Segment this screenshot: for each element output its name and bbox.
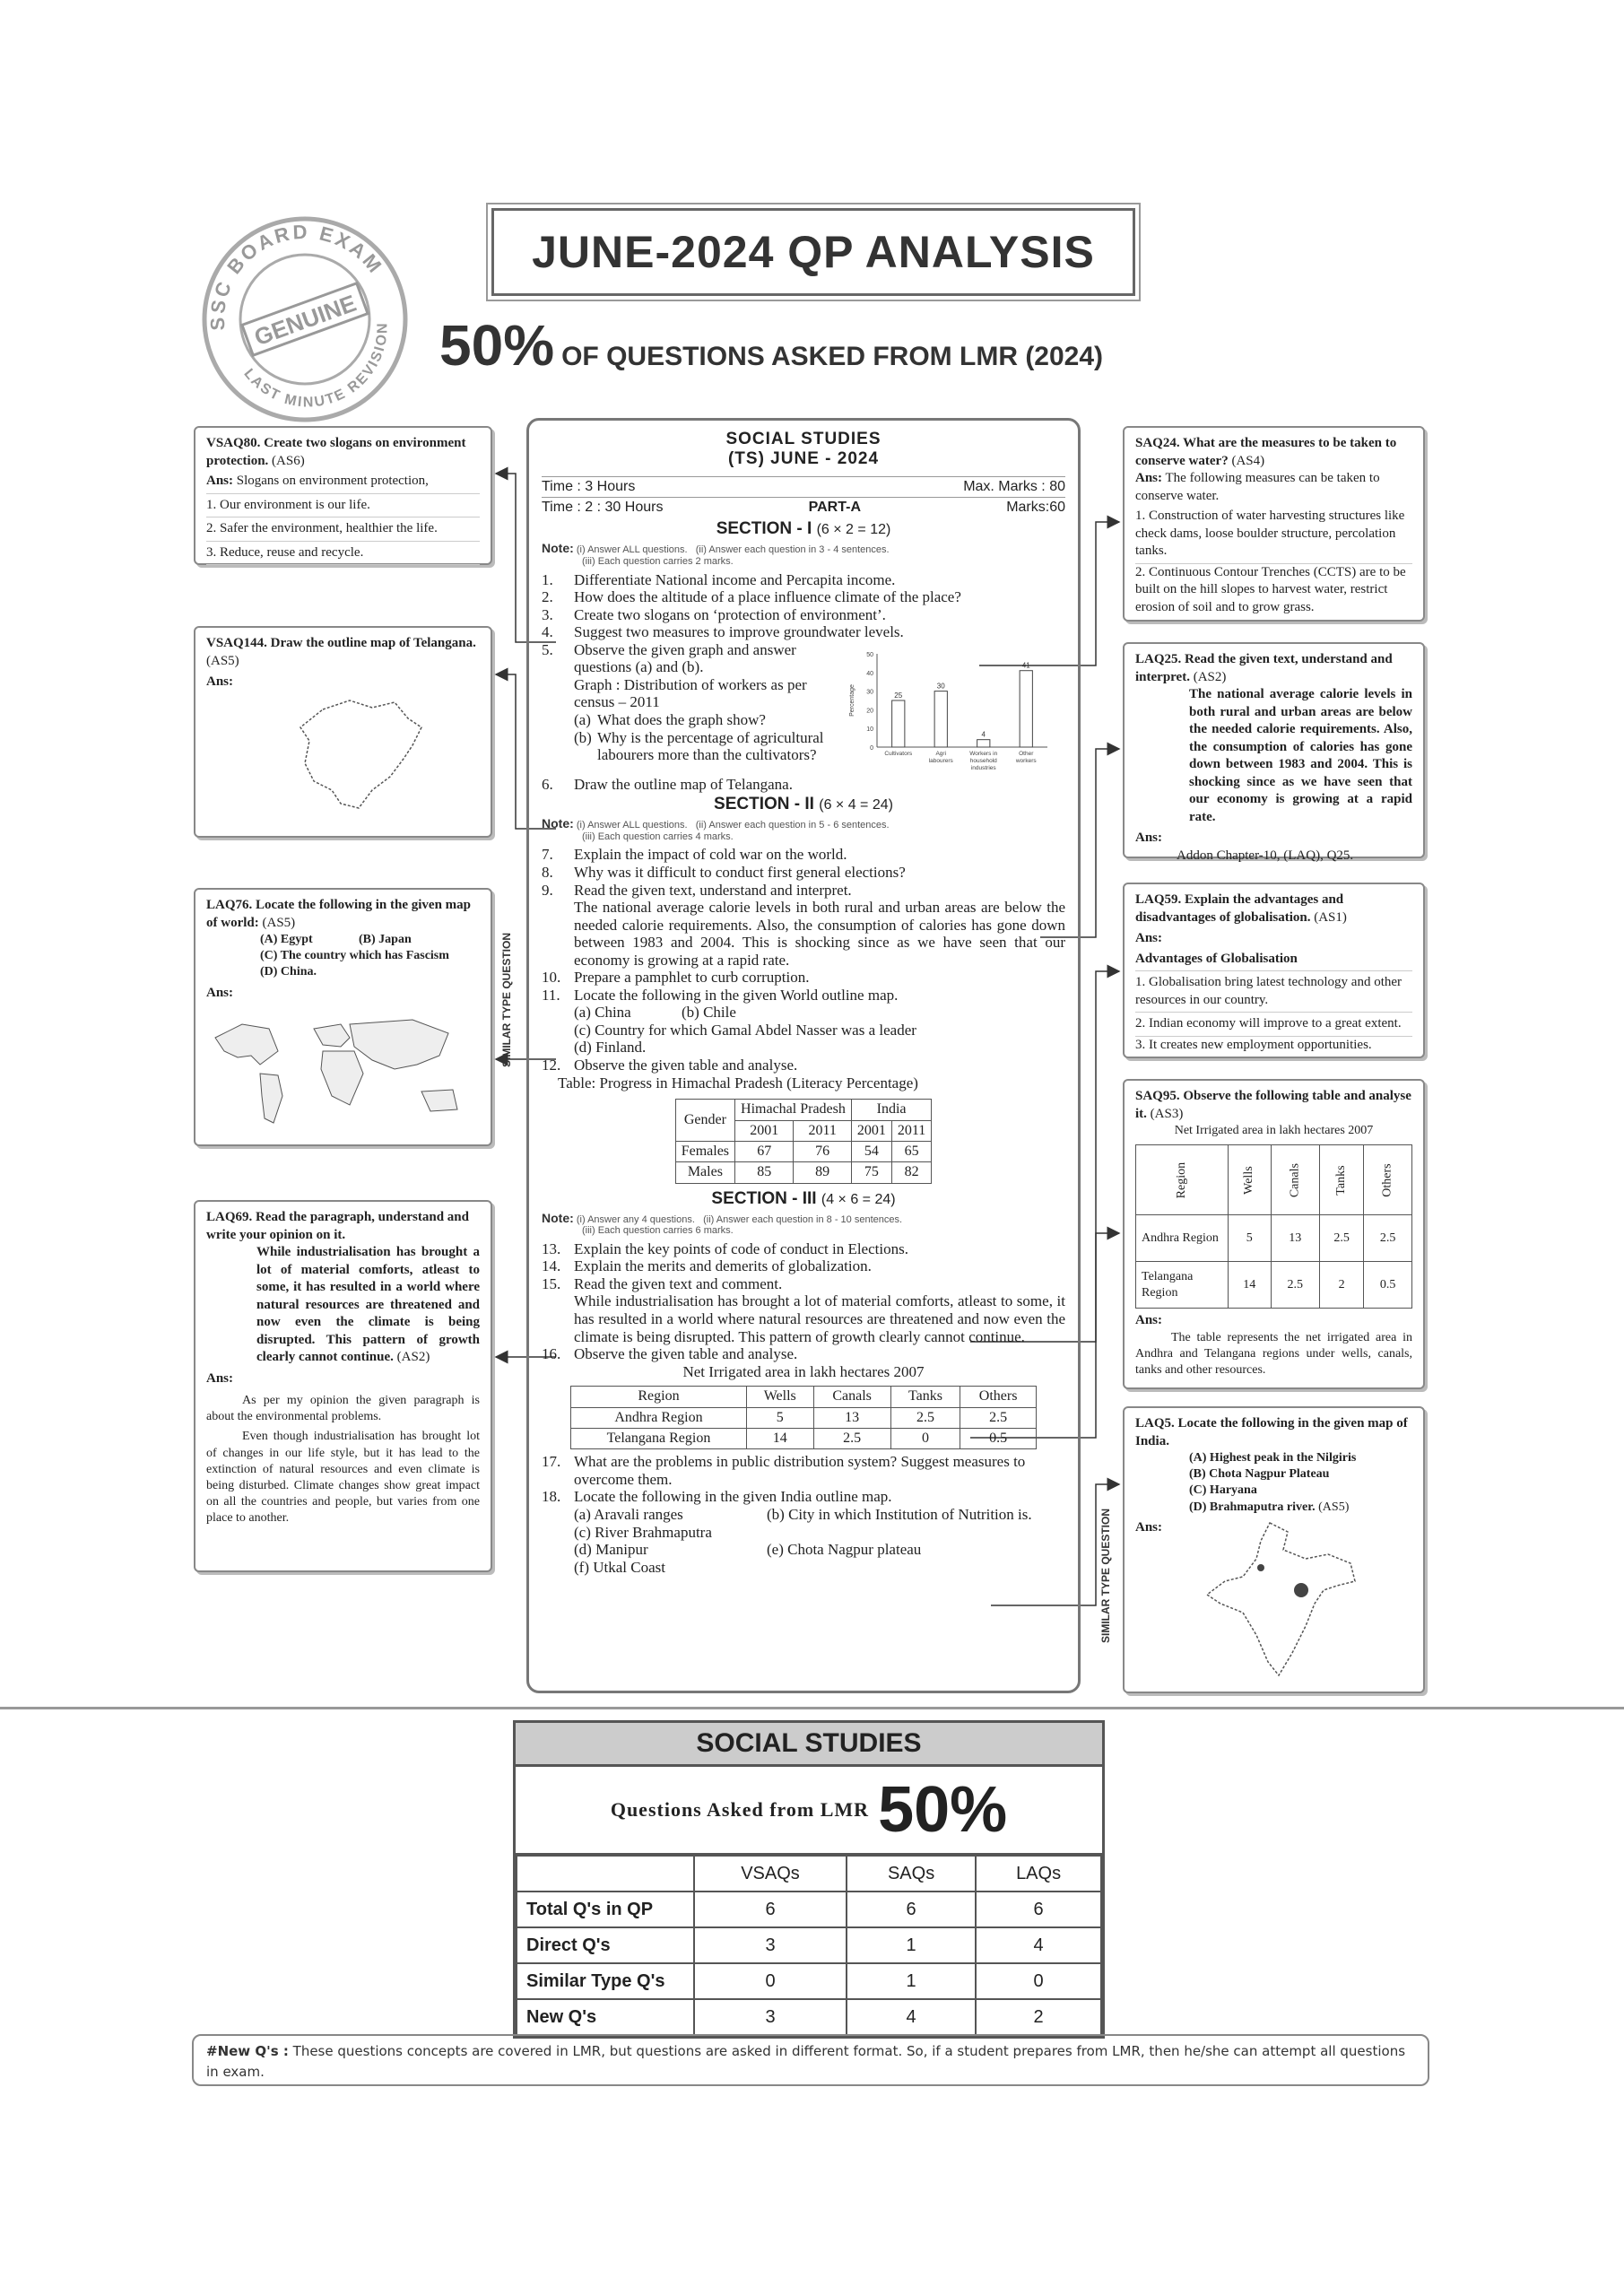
chart-category-label: Agri [935, 750, 947, 757]
summary-table [513, 1720, 1105, 2039]
question: 5. Observe the given graph and answer questions (a) and (b). [542, 640, 796, 676]
passage: The national average calorie levels in both rural and urban areas are below the needed calorie requirements. Also, the consumption of calories has gone down between 1983 and 2004. This is shocking since as we have seen that our economy is growing at a rapid rate. [574, 899, 1065, 969]
laq76-question: LAQ76. Locate the following in the given map of world: (AS5) [206, 898, 471, 930]
sub-question: (a) China (b) Chile [574, 1004, 736, 1022]
chart-data-label: 25 [894, 691, 903, 700]
chart-tick-label: 40 [866, 670, 873, 677]
summary-label: Questions Asked from LMR [610, 1798, 870, 1821]
box-saq95 [1123, 1079, 1425, 1389]
paper-title: SOCIAL STUDIES [725, 430, 881, 448]
laq59-heading: Advantages of Globalisation [1135, 948, 1412, 972]
box-laq25 [1123, 642, 1425, 863]
vsaq80-ans-intro: Slogans on environment protection, [236, 474, 429, 488]
question-paper [526, 418, 1081, 1693]
passage: While industrialisation has brought a lot of material comforts, atleast to some, it has resulted in a world where natural resources are threatened and now even the climate is being disrupted. This pattern of growth clearly cannot continue. [574, 1292, 1065, 1345]
laq59-question: LAQ59. Explain the advantages and disadvantages of globalisation. (AS1) [1135, 892, 1347, 925]
box-laq59 [1123, 883, 1425, 1058]
laq59-ans-label: Ans: [1135, 931, 1163, 945]
question: 3. Create two slogans on ‘protection of environment’. [542, 605, 886, 623]
footnote [192, 2034, 1429, 2086]
box-vsaq144 [194, 626, 492, 838]
chart-category-label: Workers in [969, 750, 998, 757]
table-header: Region [1174, 1161, 1188, 1198]
laq76-item: (C) The country which has Fascism [260, 949, 449, 963]
laq25-answer: Addon Chapter-10, (LAQ), Q25. [1177, 848, 1354, 863]
vsaq80-question: VSAQ80. Create two slogans on environment protection. (AS6) [206, 436, 466, 468]
world-map-icon [206, 1002, 475, 1136]
laq69-answer: As per my opinion the given paragraph is about the environmental problems. [206, 1394, 480, 1424]
similar-type-label-left: SIMILAR TYPE QUESTION [500, 932, 513, 1067]
footnote-text: These questions concepts are covered in LMR, but questions are asked in different format. So, if a student prepares from LMR, then he/she can attempt all questions in exam. [206, 2043, 1406, 2080]
chart-y-label: Percentage [849, 683, 855, 717]
chart-bar [977, 739, 990, 746]
time-label: Time : 3 Hours [542, 478, 636, 494]
chart-tick-label: 30 [866, 689, 873, 696]
laq5-item: (D) Brahmaputra river. (AS5) [1189, 1500, 1350, 1514]
genuine-stamp [199, 213, 411, 425]
vsaq80-ans-label: Ans: [206, 474, 234, 488]
laq25-question: LAQ25. Read the given text, understand and interpret. (AS2) [1135, 652, 1393, 684]
page-title: JUNE-2024 QP ANALYSIS [532, 227, 1095, 277]
stamp-top-text: SSC BOARD EXAM [205, 220, 388, 331]
saq24-question: SAQ24. What are the measures to be taken to conserve water? (AS4) [1135, 436, 1397, 468]
part-label: PART-A [808, 500, 862, 516]
vsaq80-item: 2. Safer the environment, healthier the life. [206, 517, 480, 542]
laq59-item: 1. Globalisation bring latest technology and other resources in our country. [1135, 971, 1412, 1013]
question: 12. Observe the given table and analyse. [542, 1057, 798, 1074]
table-row: New Q's 3 4 2 [517, 1999, 1101, 2035]
question: 15. Read the given text and comment. [542, 1274, 783, 1292]
irrigation-table: Region Wells Canals Tanks Others Andhra Region 5 13 2.5 2.5 Telangana Region 14 2.5 0 0.5 [570, 1386, 1037, 1449]
table-header: Tanks [1334, 1165, 1349, 1196]
graph-caption: Graph : Distribution of workers as per census – 2011 [574, 675, 807, 711]
sub-question: (d) Finland. [574, 1039, 647, 1057]
table-row: Similar Type Q's 0 1 0 [517, 1963, 1101, 1999]
question: 18. Locate the following in the given India outline map. [542, 1488, 892, 1506]
box-vsaq80 [194, 426, 492, 565]
subtitle [439, 312, 1103, 378]
stamp-bottom-text: LAST MINUTE REVISION [240, 321, 391, 411]
vsaq80-item: 3. Reduce, reuse and recycle. [206, 542, 480, 566]
chart-tick-label: 0 [870, 744, 873, 752]
sub-question: (c) Country for which Gamal Abdel Nasser was a leader [574, 1021, 916, 1039]
vsaq144-question: VSAQ144. Draw the outline map of Telangana. (AS5) [206, 636, 476, 668]
time-label: Time : 2 : 30 Hours [542, 500, 664, 516]
table-row: Andhra Region 5 13 2.5 2.5 [571, 1407, 1037, 1428]
laq69-question: LAQ69. Read the paragraph, understand and write your opinion on it. [206, 1210, 469, 1242]
chart-category-label: Other [1019, 750, 1034, 757]
chart-data-label: 4 [981, 730, 986, 739]
laq76-item: (D) China. [260, 965, 317, 979]
table-row: Direct Q's 3 1 4 [517, 1927, 1101, 1963]
max-marks: Max. Marks : 80 [963, 478, 1065, 494]
table-header: Canals [1288, 1162, 1302, 1197]
laq5-item: (C) Haryana [1189, 1483, 1257, 1498]
chart-category-label: labourers [928, 757, 953, 764]
laq59-item: 2. Indian economy will improve to a great extent. [1135, 1013, 1412, 1037]
summary-title: SOCIAL STUDIES [516, 1723, 1102, 1767]
table-row: Telangana Region 14 2.5 2 0.5 [1136, 1262, 1412, 1309]
india-map-icon [1171, 1518, 1386, 1689]
chart-bar [1020, 671, 1032, 747]
question: 1. Differentiate National income and Percapita income. [542, 570, 896, 588]
section-heading: SECTION - II (6 × 4 = 24) [714, 795, 893, 814]
laq69-ans-label: Ans: [206, 1370, 234, 1386]
question: 10. Prepare a pamphlet to curb corruption. [542, 969, 810, 987]
saq95-answer: The table represents the net irrigated area in Andhra and Telangana regions under wells, canals, tanks and other resources. [1135, 1330, 1412, 1378]
divider [0, 1707, 1624, 1709]
sub-question: (f) Utkal Coast [574, 1558, 665, 1576]
saq24-ans-intro: The following measures can be taken to conserve water. [1135, 471, 1380, 503]
laq69-paragraph: While industrialisation has brought a lot of material comforts, atleast to some, it has resulted in a world where natural resources are threatened and now even the climate is being disrupted. This pattern of growth clearly cannot continue. (AS2) [256, 1245, 480, 1364]
laq5-item: (B) Chota Nagpur Plateau [1189, 1467, 1330, 1482]
chart-tick-label: 50 [866, 651, 873, 658]
laq76-ans-label: Ans: [206, 985, 234, 1000]
laq59-item: 3. It creates new employment opportunities. [1135, 1037, 1372, 1052]
table-row: Total Q's in QP 6 6 6 [517, 1892, 1101, 1927]
sub-question-row: (c) River Brahmaputra [574, 1523, 712, 1541]
chart-category-label: Cultivators [884, 750, 913, 757]
literacy-table: Gender Himachal Pradesh India 2001 2011 2001 2011 Females 67 76 54 65 Males 85 89 75 82 [675, 1099, 933, 1184]
question: 8. Why was it difficult to conduct first general elections? [542, 864, 906, 881]
subtitle-text: OF QUESTIONS ASKED FROM LMR (2024) [561, 342, 1104, 371]
box-laq5 [1123, 1406, 1425, 1693]
question: 6. Draw the outline map of Telangana. [542, 775, 793, 793]
laq25-ans-label: Ans: [1135, 831, 1163, 845]
chart-category-label: industries [970, 764, 996, 771]
table-caption: Net Irrigated area in lakh hectares 2007 [682, 1362, 925, 1380]
sub-question-row: (a) Aravali ranges (b) City in which Institution of Nutrition is. [574, 1505, 1032, 1523]
question: 2. How does the altitude of a place influence climate of the place? [542, 588, 961, 606]
laq76-item: (A) Egypt [260, 933, 313, 946]
table-header: Others [1380, 1163, 1394, 1197]
table-row: Andhra Region 5 13 2.5 2.5 [1136, 1215, 1412, 1262]
chart-category-label: workers [1015, 757, 1037, 764]
question: 16. Observe the given table and analyse. [542, 1345, 798, 1363]
summary-percent: 50% [878, 1774, 1008, 1846]
table-header-row: VSAQs SAQs LAQs [517, 1856, 1101, 1892]
laq76-item: (B) Japan [359, 933, 412, 946]
table-header: Wells [1242, 1165, 1256, 1195]
laq5-question: LAQ5. Locate the following in the given map of India. [1135, 1416, 1408, 1448]
footnote-label: #New Q's : [206, 2043, 289, 2059]
question: 4. Suggest two measures to improve groundwater levels. [542, 623, 904, 641]
table-row: Males 85 89 75 82 [675, 1162, 932, 1183]
question: 17. What are the problems in public distribution system? Suggest measures to overcome them. [542, 1453, 1026, 1488]
laq69-answer: Even though industrialisation has brought lot of changes in our life style, but it has lead to the extinction of natural resources and even climate is being disturbed. Climate changes show great impact on all the countries and people, but varies from one place to another. [206, 1430, 480, 1526]
question: 14. Explain the merits and demerits of globalization. [542, 1257, 872, 1275]
question: 7. Explain the impact of cold war on the world. [542, 846, 847, 864]
marks-label: Marks:60 [1006, 500, 1065, 516]
chart-category-label: household [969, 757, 997, 764]
laq5-item: (A) Highest peak in the Nilgiris [1189, 1451, 1357, 1465]
section-heading: SECTION - III (4 × 6 = 24) [711, 1188, 896, 1208]
subtitle-percent: 50% [439, 313, 555, 378]
saq24-item: 1. Construction of water harvesting structures like check dams, loose boulder structure, percolation tanks. [1135, 505, 1412, 564]
saq95-ans-label: Ans: [1135, 1313, 1163, 1328]
question: 11. Locate the following in the given World outline map. [542, 986, 899, 1004]
saq95-caption: Net Irrigated area in lakh hectares 2007 [1174, 1124, 1374, 1137]
chart-tick-label: 10 [866, 726, 873, 733]
saq95-question: SAQ95. Observe the following table and analyse it. (AS3) [1135, 1089, 1411, 1121]
similar-type-label-right: SIMILAR TYPE QUESTION [1099, 1508, 1112, 1643]
saq95-table [1135, 1144, 1412, 1309]
section-note: Note: (i) Answer ALL questions. (ii) Answer each question in 3 - 4 sentences. (iii) Each question carries 2 marks. [542, 541, 890, 567]
table-row: Females 67 76 54 65 [675, 1141, 932, 1161]
sub-question: (a) What does the graph show? [574, 710, 766, 728]
laq5-ans-label: Ans: [1135, 1519, 1163, 1535]
section-heading: SECTION - I (6 × 2 = 12) [716, 519, 891, 539]
box-laq76 [194, 888, 492, 1146]
section-note: Note: (i) Answer any 4 questions. (ii) Answer each question in 8 - 10 sentences. (iii) Each question carries 6 marks. [542, 1210, 903, 1237]
stamp-genuine-text: GENUINE [250, 289, 360, 352]
chart-bar [934, 691, 947, 746]
title-box [491, 208, 1135, 296]
saq24-item: 2. Continuous Contour Trenches (CCTS) are to be built on the hill slopes to harvest water, restrict erosion of soil and to grow grass. [1135, 564, 1406, 614]
vsaq144-ans-label: Ans: [206, 674, 234, 689]
workers-bar-chart [847, 641, 1053, 776]
telangana-map-icon [287, 691, 430, 817]
table-caption: Table: Progress in Himachal Pradesh (Literacy Percentage) [558, 1074, 918, 1091]
chart-data-label: 41 [1021, 661, 1030, 670]
paper-subtitle: (TS) JUNE - 2024 [727, 448, 880, 468]
chart-tick-label: 20 [866, 708, 873, 715]
table-row: Telangana Region 14 2.5 0 0.5 [571, 1428, 1037, 1448]
question: 9. Read the given text, understand and interpret. [542, 881, 852, 899]
chart-bar [892, 700, 905, 747]
chart-data-label: 30 [936, 682, 945, 691]
box-laq69 [194, 1200, 492, 1572]
box-saq24: SAQ24. What are the measures to be taken to conserve water? (AS4) Ans: The following measures can be taken to conserve water. 1. Construction of water harvesting structures like check dams, loose boulder structure, percolation tanks. 2. Continuous Contour Trenches (CCTS) are to be built on the hill slopes to harvest water, restrict erosion of soil and to grow grass. [1123, 426, 1425, 622]
section-note: Note: (i) Answer ALL questions. (ii) Answer each question in 5 - 6 sentences. (iii) Each question carries 4 marks. [542, 816, 890, 842]
sub-question-row: (d) Manipur (e) Chota Nagpur plateau [574, 1541, 922, 1559]
laq25-paragraph: The national average calorie levels in both rural and urban areas are below the needed calorie requirements. Also, the consumption of calories has gone down between 1983 and 2004. This is shocking since as we have seen that our economy is growing at a rapid rate. [1189, 687, 1412, 824]
sub-question: (b) Why is the percentage of agricultural labourers more than the cultivators? [574, 728, 824, 764]
question: 13. Explain the key points of code of conduct in Elections. [542, 1239, 908, 1257]
vsaq80-item: 1. Our environment is our life. [206, 494, 480, 518]
